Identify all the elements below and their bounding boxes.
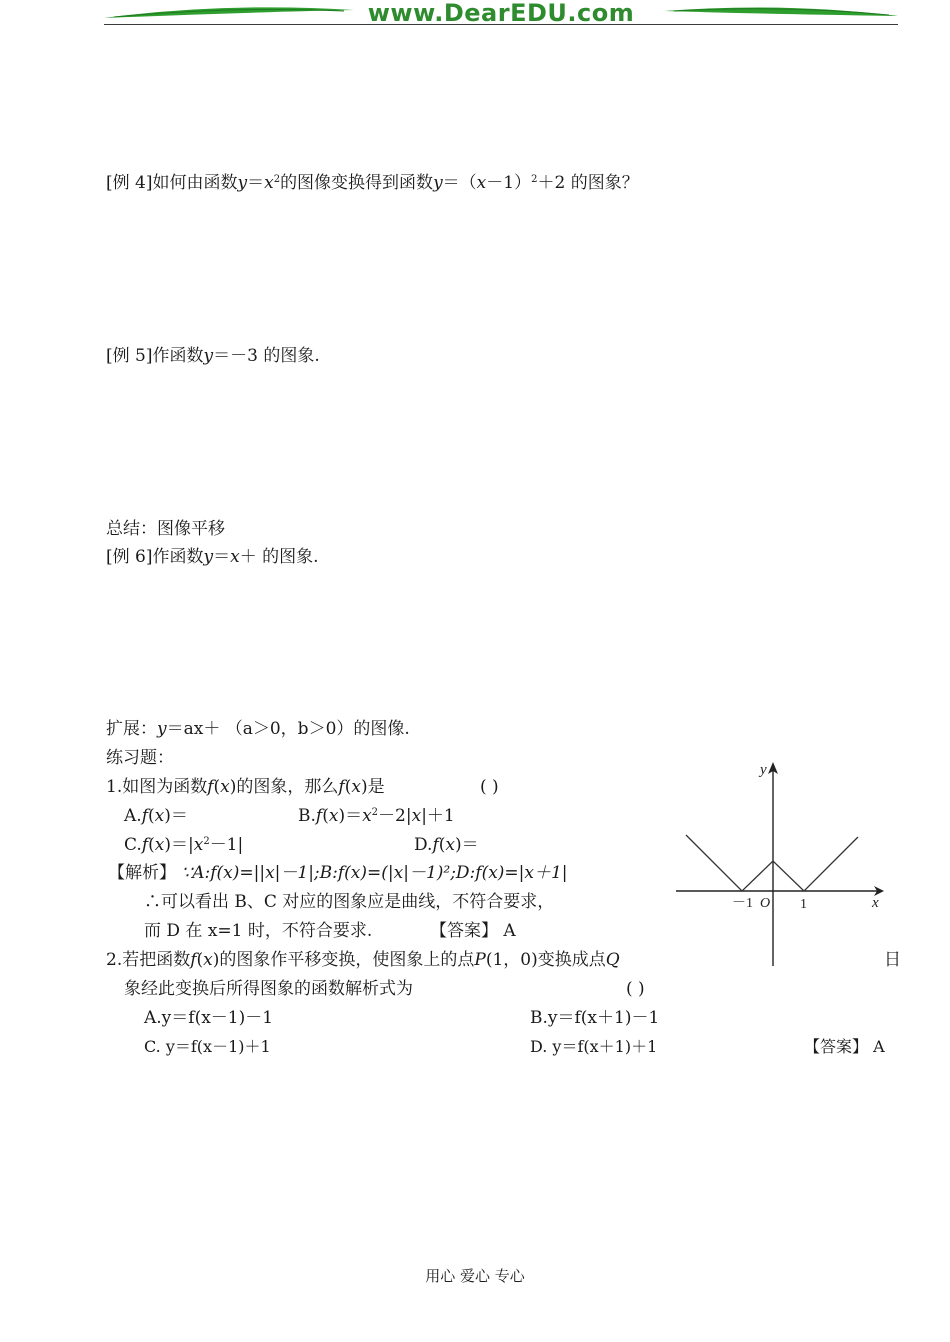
graph-svg	[672, 756, 892, 968]
tick-label-1: 1	[800, 897, 807, 912]
page-header	[104, 0, 898, 30]
graph-curve	[686, 835, 858, 891]
q2-option-b: B.y＝f(x＋1)－1	[530, 1008, 660, 1028]
q2-option-c: C. y＝f(x－1)＋1	[144, 1037, 271, 1056]
q1-analysis-2: ∴可以看出 B、C 对应的图象应是曲线，不符合要求，	[144, 892, 555, 912]
function-graph	[672, 756, 892, 972]
tick-label-neg1: －1	[732, 896, 753, 911]
q1-answer: 【答案】 A	[430, 921, 516, 941]
example-6: [例 6]作函数y＝x＋ 的图象.	[106, 547, 319, 567]
q2-stem: 2.若把函数f(x)的图象作平移变换，使图象上的点P(1，0)变换成点Q	[106, 950, 620, 970]
q1-option-d: D.f(x)＝	[414, 835, 479, 855]
q1-option-c: $C.f(x)=|x^2-1|$	[124, 835, 244, 855]
q1-analysis: 【解析】 ∵A:f(x)=||x|－1|;B:f(x)=(|x|－1)²;D:f(x)=|x＋1|	[108, 863, 568, 883]
header-rule	[104, 24, 898, 25]
q1-stem: 1.如图为函数f(x)的图象，那么f(x)是	[106, 777, 385, 797]
extension: 扩展：y＝ax＋ （a＞0，b＞0）的图像.	[106, 719, 410, 739]
q2-line2: 象经此变换后所得图象的函数解析式为	[124, 979, 413, 999]
q2-option-d: D. y＝f(x＋1)＋1	[530, 1037, 658, 1056]
origin-label: O	[760, 896, 771, 911]
q1-paren: ( )	[480, 777, 499, 797]
summary: 总结：图像平移	[106, 519, 225, 539]
q2-answer: 【答案】 A	[804, 1037, 885, 1056]
page-footer: 用心 爱心 专心	[425, 1267, 525, 1285]
y-axis-label: y	[760, 762, 767, 778]
x-axis-label: x	[872, 895, 879, 911]
q1-option-a: A.f(x)＝	[124, 806, 188, 826]
q2-option-a: A.y＝f(x－1)－1	[144, 1008, 274, 1028]
q2-cut-char: 日	[884, 950, 901, 970]
q2-paren: ( )	[626, 979, 645, 999]
example-4: [例 4]如何由函数$y=x^2$的图像变换得到函数$y=(x-1)^2+2$ 的图象？	[106, 173, 639, 193]
practice-title: 练习题：	[106, 748, 174, 768]
example-5: [例 5]作函数y＝－3 的图象.	[106, 346, 320, 366]
q1-analysis-3: 而 D 在 x=1 时，不符合要求.	[144, 921, 373, 941]
header-site-name: www.DearEDU.com	[367, 0, 635, 27]
q1-option-b: $B.f(x)=x^2-2|x|+1$	[298, 806, 455, 826]
